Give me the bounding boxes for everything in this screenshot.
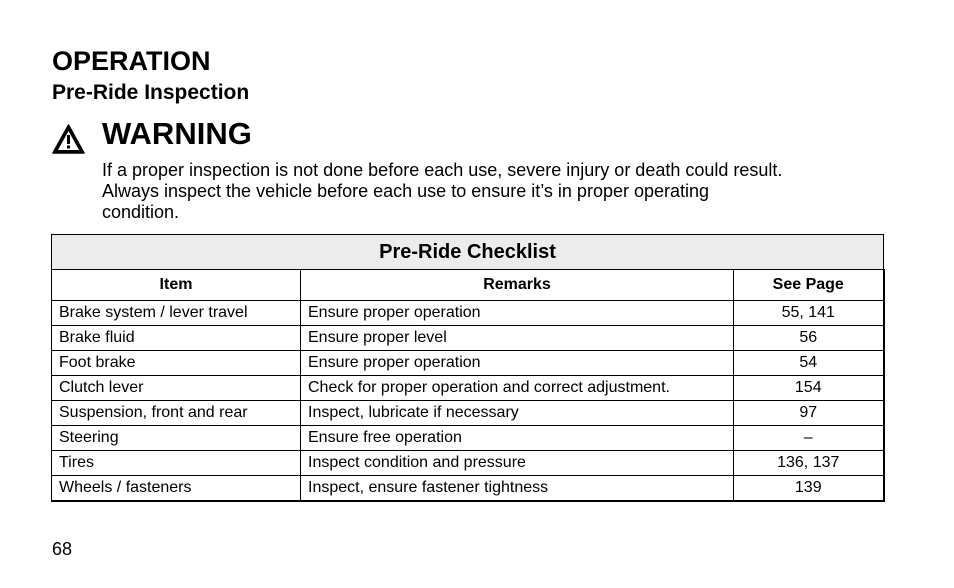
item-cell: Wheels / fasteners (52, 476, 301, 502)
section-title: OPERATION (52, 46, 211, 76)
item-cell: Brake system / lever travel (52, 301, 301, 326)
table-caption-row (52, 235, 884, 270)
warning-message (102, 160, 892, 223)
warning-line: If a proper inspection is not done before each use, severe injury or death could result. (102, 160, 783, 180)
remarks-cell: Inspect, ensure fastener tightness (301, 476, 734, 502)
table-row (52, 401, 884, 426)
column-header-see-page: See Page (734, 270, 884, 301)
remarks-cell: Inspect condition and pressure (301, 451, 734, 476)
page-cell: 55, 141 (734, 301, 884, 326)
column-header-remarks: Remarks (301, 270, 734, 301)
warning-triangle-icon (52, 124, 85, 154)
remarks-cell: Inspect, lubricate if necessary (301, 401, 734, 426)
item-cell: Clutch lever (52, 376, 301, 401)
page-cell: 154 (734, 376, 884, 401)
remarks-cell: Ensure free operation (301, 426, 734, 451)
remarks-cell: Ensure proper level (301, 326, 734, 351)
page-cell: 139 (734, 476, 884, 502)
warning-line: condition. (102, 202, 180, 222)
table-row (52, 301, 884, 326)
table-row (52, 426, 884, 451)
item-cell: Brake fluid (52, 326, 301, 351)
page-number: 68 (52, 539, 73, 559)
table-header-row (52, 270, 884, 301)
item-cell: Foot brake (52, 351, 301, 376)
item-cell: Suspension, front and rear (52, 401, 301, 426)
subsection-title: Pre-Ride Inspection (52, 81, 250, 104)
warning-heading: WARNING (102, 116, 252, 151)
table-row (52, 351, 884, 376)
remarks-cell: Ensure proper operation (301, 351, 734, 376)
remarks-cell: Ensure proper operation (301, 301, 734, 326)
warning-line: Always inspect the vehicle before each use to ensure it’s in proper operating (102, 181, 710, 201)
pre-ride-checklist-table (51, 234, 885, 502)
table-row (52, 376, 884, 401)
table-caption: Pre-Ride Checklist (52, 235, 884, 270)
table-row (52, 326, 884, 351)
page-cell: – (734, 426, 884, 451)
table-row (52, 451, 884, 476)
table-row (52, 476, 884, 502)
remarks-cell: Check for proper operation and correct adjustment. (301, 376, 734, 401)
item-cell: Tires (52, 451, 301, 476)
page-cell: 97 (734, 401, 884, 426)
column-header-item: Item (52, 270, 301, 301)
page-cell: 54 (734, 351, 884, 376)
page-cell: 56 (734, 326, 884, 351)
item-cell: Steering (52, 426, 301, 451)
page-cell: 136, 137 (734, 451, 884, 476)
